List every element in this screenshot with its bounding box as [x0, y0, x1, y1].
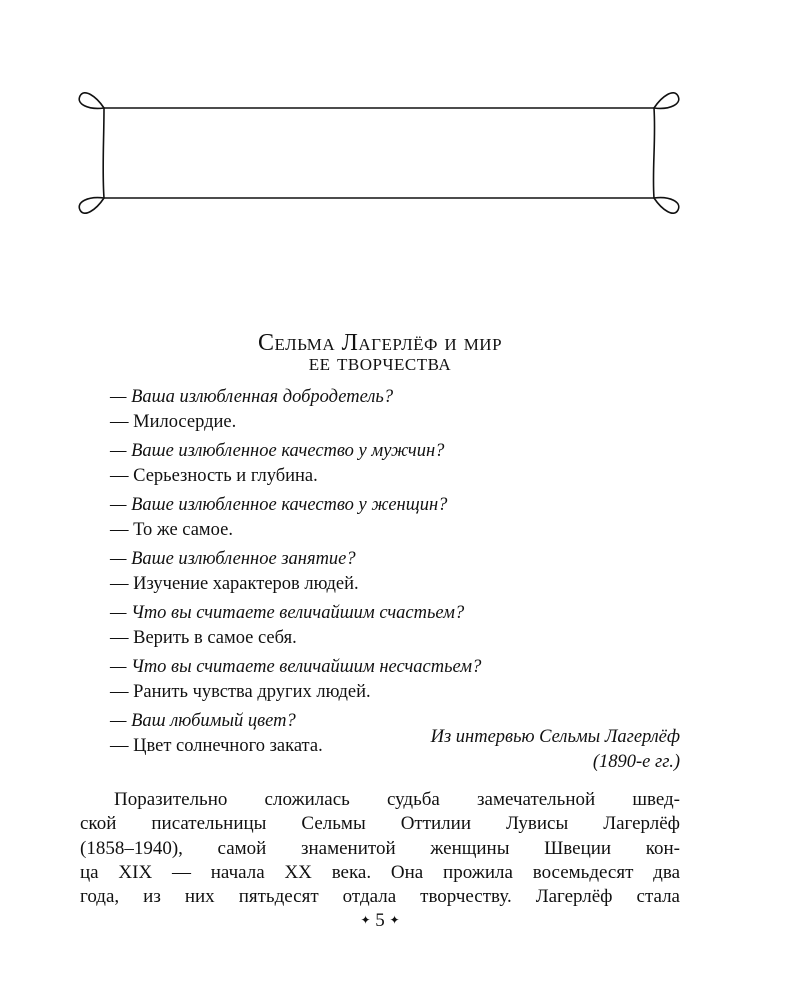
decorative-scroll-frame-icon [0, 0, 800, 260]
left-ornament-icon: ✦ [360, 913, 371, 927]
qa-pair [110, 493, 690, 542]
interview-question: — Что вы считаете величайшим счастьем? [110, 603, 465, 623]
interview-question: — Ваша излюбленная добродетель? [110, 387, 394, 407]
page-number-footer [0, 910, 760, 932]
interview-question: — Ваше излюбленное занятие? [110, 549, 356, 569]
interview-question: — Ваше излюбленное качество у мужчин? [110, 441, 445, 461]
page-number: 5 [375, 910, 385, 931]
qa-pair [110, 385, 690, 434]
interview-question: — Ваше излюбленное качество у женщин? [110, 495, 448, 515]
interview-answer: — То же самое. [110, 519, 233, 540]
interview-question: — Что вы считаете величайшим несчастьем? [110, 657, 482, 677]
body-line: Поразительно сложилась судьба замечательной швед- [114, 789, 680, 810]
interview-answer: — Верить в самое себя. [110, 627, 297, 648]
right-ornament-icon: ✦ [389, 913, 400, 927]
interview-attribution [431, 725, 680, 774]
qa-pair [110, 601, 690, 650]
interview-answer: — Серьезность и глубина. [110, 465, 318, 486]
chapter-title-continued: ее творчества [308, 350, 452, 376]
qa-pair [110, 655, 690, 704]
interview-answer: — Ранить чувства других людей. [110, 681, 371, 702]
interview-block [110, 385, 690, 763]
attribution-source: Из интервью Сельмы Лагерлёф [430, 727, 680, 747]
interview-question: — Ваш любимый цвет? [110, 711, 296, 731]
qa-pair [110, 439, 690, 488]
body-line: года, из них пятьдесят отдала творчеству. Лагерлёф стала [80, 886, 680, 908]
interview-answer: — Милосердие. [110, 411, 237, 432]
attribution-date: (1890-е гг.) [592, 751, 680, 772]
qa-pair [110, 547, 690, 596]
body-line: (1858–1940), самой знаменитой женщины Швеции кон- [80, 837, 680, 859]
chapter-title: Сельма Лагерлёф и мир [257, 330, 503, 356]
interview-answer: — Цвет солнечного заката. [110, 735, 323, 756]
body-line: ца XIX — начала XX века. Она прожила восемьдесят два [80, 861, 680, 883]
body-paragraph [80, 788, 680, 909]
body-line: ской писательницы Сельмы Оттилии Лувисы Лагерлёф [80, 813, 680, 835]
interview-answer: — Изучение характеров людей. [110, 573, 359, 594]
